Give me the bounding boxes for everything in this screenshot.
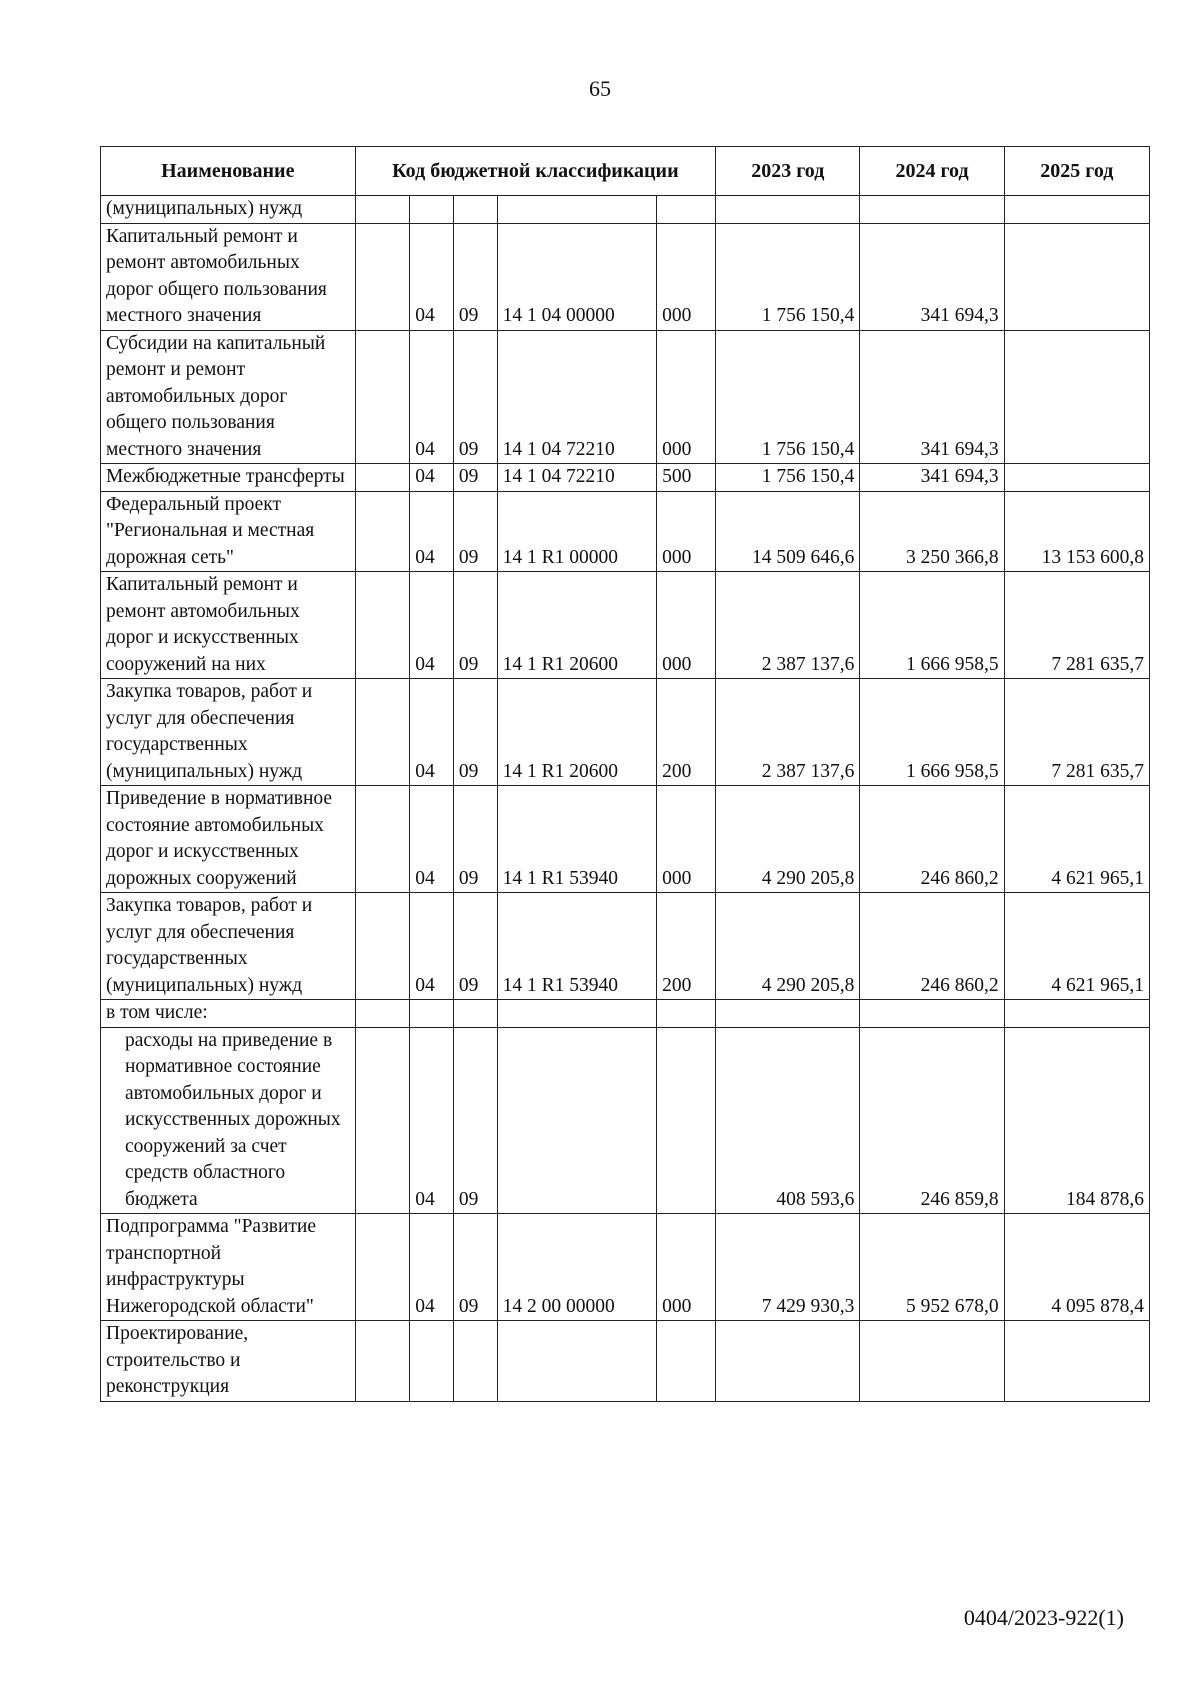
cell-y2023: 2 387 137,6	[716, 572, 860, 679]
cell-empty	[355, 1214, 410, 1321]
header-2024: 2024 год	[860, 147, 1004, 196]
cell-sub	[453, 196, 497, 224]
cell-y2024: 5 952 678,0	[860, 1214, 1004, 1321]
table-row	[101, 223, 1150, 330]
cell-sub	[453, 1321, 497, 1402]
cell-vr	[657, 1000, 716, 1028]
cell-y2025: 4 621 965,1	[1004, 786, 1149, 893]
cell-sub: 09	[453, 491, 497, 572]
cell-y2025	[1004, 464, 1149, 492]
cell-sub: 09	[453, 330, 497, 464]
cell-y2024: 1 666 958,5	[860, 572, 1004, 679]
budget-table	[100, 146, 1150, 1402]
table-row	[101, 196, 1150, 224]
cell-csr: 14 1 04 00000	[497, 223, 657, 330]
cell-sub: 09	[453, 893, 497, 1000]
cell-name: Закупка товаров, работ и услуг для обеспечения государственных (муниципальных) нужд	[101, 893, 356, 1000]
cell-csr: 14 1 R1 20600	[497, 679, 657, 786]
table-row	[101, 679, 1150, 786]
cell-y2024: 341 694,3	[860, 223, 1004, 330]
cell-name: Капитальный ремонт и ремонт автомобильных дорог общего пользования местного значения	[101, 223, 356, 330]
cell-sec	[410, 1321, 454, 1402]
cell-y2024: 3 250 366,8	[860, 491, 1004, 572]
table-row	[101, 330, 1150, 464]
table-row	[101, 893, 1150, 1000]
cell-y2024	[860, 196, 1004, 224]
cell-y2025	[1004, 1321, 1149, 1402]
cell-name: в том числе:	[101, 1000, 356, 1028]
cell-y2025: 184 878,6	[1004, 1027, 1149, 1214]
cell-y2025: 4 095 878,4	[1004, 1214, 1149, 1321]
cell-sec	[410, 1000, 454, 1028]
cell-vr: 000	[657, 330, 716, 464]
cell-csr: 14 1 04 72210	[497, 330, 657, 464]
cell-sub: 09	[453, 1214, 497, 1321]
cell-y2024: 341 694,3	[860, 464, 1004, 492]
cell-y2023: 1 756 150,4	[716, 330, 860, 464]
cell-csr: 14 1 R1 00000	[497, 491, 657, 572]
header-2023: 2023 год	[716, 147, 860, 196]
cell-name: Капитальный ремонт и ремонт автомобильных дорог и искусственных сооружений на них	[101, 572, 356, 679]
cell-csr	[497, 1321, 657, 1402]
cell-csr: 14 1 04 72210	[497, 464, 657, 492]
cell-name: Федеральный проект "Региональная и местная дорожная сеть"	[101, 491, 356, 572]
cell-empty	[355, 572, 410, 679]
cell-vr: 200	[657, 679, 716, 786]
cell-sec: 04	[410, 1027, 454, 1214]
cell-name: Закупка товаров, работ и услуг для обеспечения государственных (муниципальных) нужд	[101, 679, 356, 786]
table-row	[101, 572, 1150, 679]
cell-name: Подпрограмма "Развитие транспортной инфраструктуры Нижегородской области"	[101, 1214, 356, 1321]
cell-y2025	[1004, 223, 1149, 330]
cell-y2023: 7 429 930,3	[716, 1214, 860, 1321]
cell-sec: 04	[410, 572, 454, 679]
cell-sec: 04	[410, 1214, 454, 1321]
cell-sub	[453, 1000, 497, 1028]
cell-vr	[657, 1027, 716, 1214]
cell-empty	[355, 1027, 410, 1214]
cell-y2025: 7 281 635,7	[1004, 572, 1149, 679]
cell-y2025	[1004, 330, 1149, 464]
table-body	[101, 196, 1150, 1402]
table-row	[101, 1214, 1150, 1321]
cell-y2024: 246 860,2	[860, 893, 1004, 1000]
table-row	[101, 1027, 1150, 1214]
table-row	[101, 464, 1150, 492]
cell-empty	[355, 464, 410, 492]
cell-sub: 09	[453, 679, 497, 786]
table-row	[101, 1321, 1150, 1402]
cell-y2025: 13 153 600,8	[1004, 491, 1149, 572]
cell-vr: 000	[657, 1214, 716, 1321]
cell-name: Субсидии на капитальный ремонт и ремонт автомобильных дорог общего пользования местного значения	[101, 330, 356, 464]
cell-empty	[355, 786, 410, 893]
cell-vr: 500	[657, 464, 716, 492]
cell-y2023	[716, 1000, 860, 1028]
cell-y2024: 246 859,8	[860, 1027, 1004, 1214]
cell-csr: 14 1 R1 53940	[497, 786, 657, 893]
cell-y2024: 246 860,2	[860, 786, 1004, 893]
cell-sec: 04	[410, 786, 454, 893]
cell-csr: 14 1 R1 53940	[497, 893, 657, 1000]
cell-csr: 14 2 00 00000	[497, 1214, 657, 1321]
cell-empty	[355, 330, 410, 464]
cell-vr	[657, 1321, 716, 1402]
header-2025: 2025 год	[1004, 147, 1149, 196]
cell-csr	[497, 1000, 657, 1028]
cell-empty	[355, 1321, 410, 1402]
cell-sec: 04	[410, 464, 454, 492]
cell-sub: 09	[453, 572, 497, 679]
cell-y2023	[716, 1321, 860, 1402]
cell-empty	[355, 893, 410, 1000]
cell-y2024	[860, 1321, 1004, 1402]
cell-y2023: 1 756 150,4	[716, 223, 860, 330]
cell-empty	[355, 491, 410, 572]
cell-y2023: 4 290 205,8	[716, 786, 860, 893]
cell-y2023: 1 756 150,4	[716, 464, 860, 492]
cell-y2023: 2 387 137,6	[716, 679, 860, 786]
cell-y2025: 4 621 965,1	[1004, 893, 1149, 1000]
cell-name: (муниципальных) нужд	[101, 196, 356, 224]
table-row	[101, 786, 1150, 893]
cell-sec: 04	[410, 330, 454, 464]
cell-y2025	[1004, 1000, 1149, 1028]
table-row	[101, 1000, 1150, 1028]
table-header-row	[101, 147, 1150, 196]
cell-empty	[355, 679, 410, 786]
header-name: Наименование	[101, 147, 356, 196]
cell-sub: 09	[453, 464, 497, 492]
cell-y2024	[860, 1000, 1004, 1028]
cell-name: Проектирование, строительство и реконструкция	[101, 1321, 356, 1402]
cell-sec: 04	[410, 679, 454, 786]
cell-empty	[355, 1000, 410, 1028]
cell-vr	[657, 196, 716, 224]
cell-y2023	[716, 196, 860, 224]
cell-name: расходы на приведение в нормативное состояние автомобильных дорог и искусственных дорожных сооружений за счет средств областного бюджета	[101, 1027, 356, 1214]
cell-vr: 000	[657, 572, 716, 679]
cell-sub: 09	[453, 786, 497, 893]
cell-name: Приведение в нормативное состояние автомобильных дорог и искусственных дорожных сооружений	[101, 786, 356, 893]
cell-vr: 200	[657, 893, 716, 1000]
cell-y2025	[1004, 196, 1149, 224]
cell-sec: 04	[410, 893, 454, 1000]
cell-sub: 09	[453, 1027, 497, 1214]
cell-sub: 09	[453, 223, 497, 330]
cell-sec: 04	[410, 491, 454, 572]
cell-csr	[497, 1027, 657, 1214]
cell-csr	[497, 196, 657, 224]
cell-y2023: 14 509 646,6	[716, 491, 860, 572]
cell-vr: 000	[657, 491, 716, 572]
cell-y2023: 408 593,6	[716, 1027, 860, 1214]
header-code: Код бюджетной классификации	[355, 147, 716, 196]
cell-y2025: 7 281 635,7	[1004, 679, 1149, 786]
cell-name: Межбюджетные трансферты	[101, 464, 356, 492]
cell-sec: 04	[410, 223, 454, 330]
document-code: 0404/2023-922(1)	[963, 1605, 1124, 1630]
table-row	[101, 491, 1150, 572]
cell-y2024: 1 666 958,5	[860, 679, 1004, 786]
cell-empty	[355, 196, 410, 224]
cell-y2023: 4 290 205,8	[716, 893, 860, 1000]
cell-vr: 000	[657, 786, 716, 893]
cell-empty	[355, 223, 410, 330]
cell-csr: 14 1 R1 20600	[497, 572, 657, 679]
page-number: 65	[589, 76, 611, 101]
cell-y2024: 341 694,3	[860, 330, 1004, 464]
cell-sec	[410, 196, 454, 224]
cell-vr: 000	[657, 223, 716, 330]
